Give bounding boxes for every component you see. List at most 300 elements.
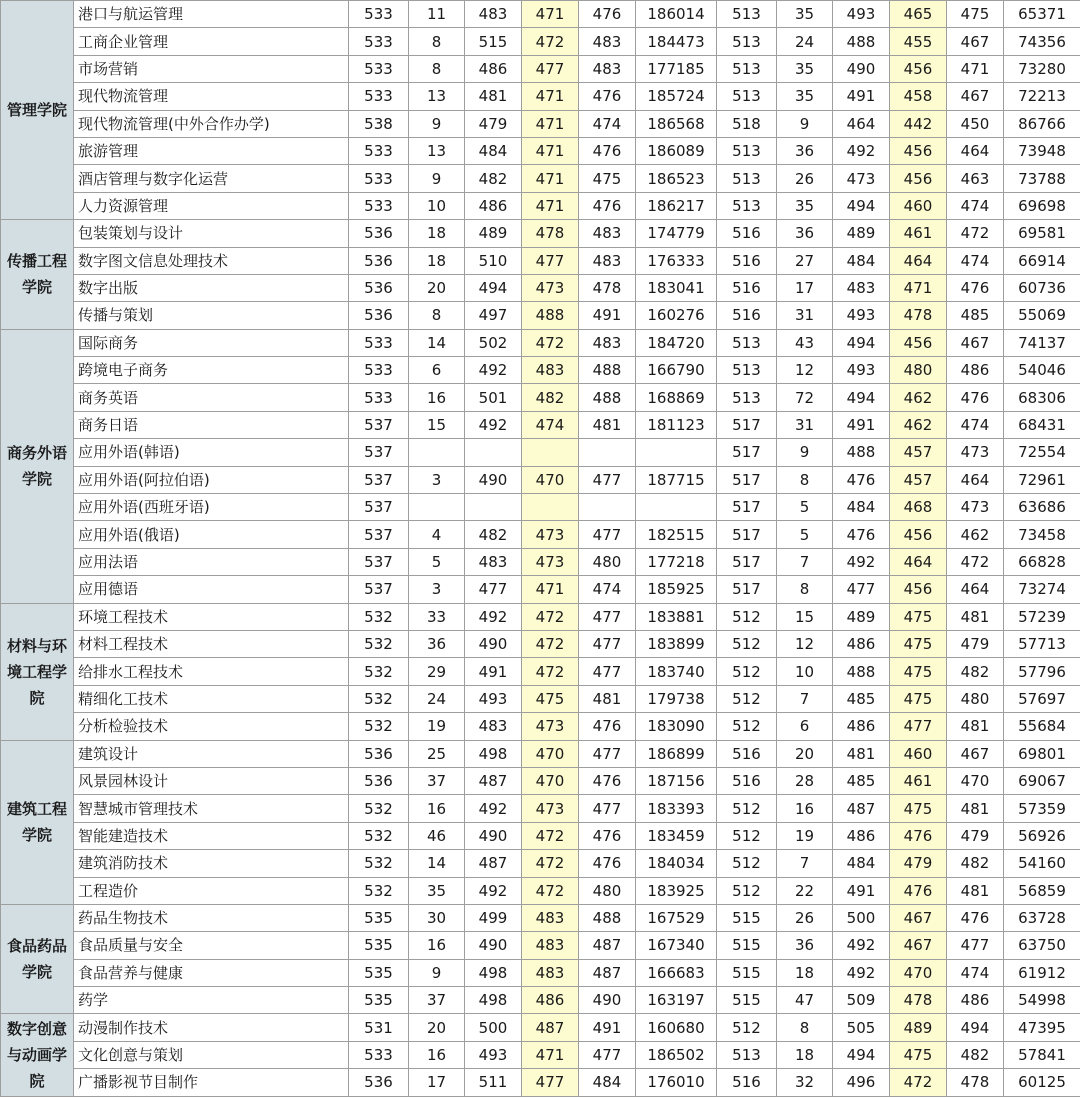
table-row — [1, 959, 1080, 986]
wen-avg-score-cell: 477 — [579, 1041, 636, 1068]
major-name-cell: 跨境电子商务 — [74, 357, 349, 384]
li-max-score-cell: 496 — [833, 1069, 890, 1096]
major-name-cell: 动漫制作技术 — [74, 1014, 349, 1041]
li-min-rank-cell: 86766 — [1004, 110, 1080, 137]
wen-max-score-cell: 486 — [465, 55, 522, 82]
wen-avg-score-cell: 480 — [579, 877, 636, 904]
wen-min-score-cell: 472 — [522, 603, 579, 630]
table-row — [1, 357, 1080, 384]
li-batch-line-cell: 513 — [717, 55, 777, 82]
wen-admitted-count-cell — [409, 494, 465, 521]
wen-avg-score-cell: 474 — [579, 110, 636, 137]
wen-min-score-cell: 483 — [522, 904, 579, 931]
li-min-rank-cell: 57713 — [1004, 630, 1080, 657]
li-min-score-cell: 475 — [890, 685, 947, 712]
li-batch-line-cell: 513 — [717, 137, 777, 164]
wen-avg-score-cell: 481 — [579, 685, 636, 712]
wen-min-rank-cell: 176333 — [636, 247, 717, 274]
wen-admitted-count-cell: 9 — [409, 165, 465, 192]
li-max-score-cell: 484 — [833, 850, 890, 877]
wen-batch-line-cell: 535 — [349, 932, 409, 959]
li-avg-score-cell: 476 — [947, 274, 1004, 301]
li-min-score-cell: 478 — [890, 302, 947, 329]
table-row — [1, 850, 1080, 877]
li-max-score-cell: 490 — [833, 55, 890, 82]
table-row — [1, 247, 1080, 274]
wen-avg-score-cell: 488 — [579, 384, 636, 411]
li-admitted-count-cell: 26 — [777, 904, 833, 931]
wen-min-rank-cell: 183925 — [636, 877, 717, 904]
li-avg-score-cell: 463 — [947, 165, 1004, 192]
li-avg-score-cell: 482 — [947, 850, 1004, 877]
li-min-score-cell: 475 — [890, 630, 947, 657]
li-avg-score-cell: 481 — [947, 713, 1004, 740]
li-min-score-cell: 458 — [890, 83, 947, 110]
wen-max-score-cell: 484 — [465, 137, 522, 164]
wen-batch-line-cell: 537 — [349, 411, 409, 438]
li-min-rank-cell: 57239 — [1004, 603, 1080, 630]
wen-avg-score-cell: 476 — [579, 192, 636, 219]
wen-max-score-cell: 481 — [465, 83, 522, 110]
li-max-score-cell: 488 — [833, 28, 890, 55]
li-batch-line-cell: 513 — [717, 165, 777, 192]
wen-min-score-cell: 471 — [522, 192, 579, 219]
li-avg-score-cell: 470 — [947, 767, 1004, 794]
wen-min-score-cell: 483 — [522, 959, 579, 986]
li-min-score-cell: 462 — [890, 411, 947, 438]
wen-min-score-cell: 472 — [522, 329, 579, 356]
major-name-cell: 建筑设计 — [74, 740, 349, 767]
wen-batch-line-cell: 532 — [349, 795, 409, 822]
wen-min-rank-cell: 184034 — [636, 850, 717, 877]
li-admitted-count-cell: 17 — [777, 274, 833, 301]
li-admitted-count-cell: 20 — [777, 740, 833, 767]
li-batch-line-cell: 512 — [717, 822, 777, 849]
wen-max-score-cell: 492 — [465, 795, 522, 822]
li-min-score-cell: 476 — [890, 822, 947, 849]
wen-avg-score-cell: 476 — [579, 822, 636, 849]
li-min-rank-cell: 56926 — [1004, 822, 1080, 849]
li-batch-line-cell: 513 — [717, 192, 777, 219]
li-avg-score-cell: 475 — [947, 1, 1004, 28]
li-min-score-cell: 461 — [890, 767, 947, 794]
li-max-score-cell: 492 — [833, 548, 890, 575]
li-min-score-cell: 456 — [890, 55, 947, 82]
li-min-score-cell: 470 — [890, 959, 947, 986]
wen-batch-line-cell: 533 — [349, 28, 409, 55]
li-min-score-cell: 477 — [890, 713, 947, 740]
wen-min-rank-cell: 186502 — [636, 1041, 717, 1068]
li-admitted-count-cell: 36 — [777, 137, 833, 164]
li-min-score-cell: 480 — [890, 357, 947, 384]
li-max-score-cell: 509 — [833, 987, 890, 1014]
wen-min-rank-cell: 167340 — [636, 932, 717, 959]
wen-avg-score-cell: 488 — [579, 904, 636, 931]
wen-min-score-cell: 471 — [522, 1, 579, 28]
major-name-cell: 给排水工程技术 — [74, 658, 349, 685]
wen-max-score-cell: 499 — [465, 904, 522, 931]
li-max-score-cell: 492 — [833, 932, 890, 959]
li-batch-line-cell: 516 — [717, 302, 777, 329]
li-min-rank-cell: 55069 — [1004, 302, 1080, 329]
wen-avg-score-cell: 481 — [579, 411, 636, 438]
wen-avg-score-cell: 490 — [579, 987, 636, 1014]
li-min-rank-cell: 68431 — [1004, 411, 1080, 438]
li-min-score-cell: 475 — [890, 658, 947, 685]
li-avg-score-cell: 476 — [947, 384, 1004, 411]
li-max-score-cell: 494 — [833, 384, 890, 411]
wen-admitted-count-cell: 36 — [409, 630, 465, 657]
li-min-score-cell: 457 — [890, 466, 947, 493]
college-name-cell: 商务外语学院 — [1, 329, 74, 603]
wen-max-score-cell: 498 — [465, 987, 522, 1014]
li-min-score-cell: 472 — [890, 1069, 947, 1096]
li-max-score-cell: 489 — [833, 603, 890, 630]
table-row — [1, 576, 1080, 603]
li-min-score-cell: 475 — [890, 1041, 947, 1068]
major-name-cell: 应用德语 — [74, 576, 349, 603]
li-min-score-cell: 479 — [890, 850, 947, 877]
wen-avg-score-cell: 480 — [579, 548, 636, 575]
table-row — [1, 603, 1080, 630]
li-max-score-cell: 493 — [833, 302, 890, 329]
wen-avg-score-cell: 483 — [579, 247, 636, 274]
wen-min-rank-cell: 185925 — [636, 576, 717, 603]
wen-admitted-count-cell: 37 — [409, 767, 465, 794]
wen-avg-score-cell: 491 — [579, 1014, 636, 1041]
li-admitted-count-cell: 5 — [777, 521, 833, 548]
wen-avg-score-cell — [579, 439, 636, 466]
li-min-rank-cell: 72213 — [1004, 83, 1080, 110]
wen-max-score-cell: 487 — [465, 850, 522, 877]
li-max-score-cell: 476 — [833, 466, 890, 493]
wen-min-rank-cell: 186089 — [636, 137, 717, 164]
major-name-cell: 广播影视节目制作 — [74, 1069, 349, 1096]
li-admitted-count-cell: 7 — [777, 685, 833, 712]
li-admitted-count-cell: 43 — [777, 329, 833, 356]
li-min-rank-cell: 57697 — [1004, 685, 1080, 712]
li-min-rank-cell: 60125 — [1004, 1069, 1080, 1096]
wen-batch-line-cell: 537 — [349, 548, 409, 575]
li-avg-score-cell: 467 — [947, 28, 1004, 55]
wen-min-rank-cell: 186014 — [636, 1, 717, 28]
li-batch-line-cell: 518 — [717, 110, 777, 137]
wen-admitted-count-cell: 18 — [409, 220, 465, 247]
table-row — [1, 767, 1080, 794]
wen-batch-line-cell: 536 — [349, 220, 409, 247]
li-batch-line-cell: 516 — [717, 274, 777, 301]
wen-batch-line-cell: 532 — [349, 685, 409, 712]
li-batch-line-cell: 515 — [717, 959, 777, 986]
wen-batch-line-cell: 533 — [349, 384, 409, 411]
table-row — [1, 55, 1080, 82]
major-name-cell: 分析检验技术 — [74, 713, 349, 740]
wen-max-score-cell: 486 — [465, 192, 522, 219]
wen-admitted-count-cell: 13 — [409, 83, 465, 110]
wen-admitted-count-cell: 3 — [409, 466, 465, 493]
wen-min-rank-cell: 160680 — [636, 1014, 717, 1041]
wen-min-score-cell: 482 — [522, 384, 579, 411]
li-min-rank-cell: 73948 — [1004, 137, 1080, 164]
wen-min-score-cell — [522, 494, 579, 521]
major-name-cell: 应用外语(阿拉伯语) — [74, 466, 349, 493]
li-avg-score-cell: 471 — [947, 55, 1004, 82]
wen-min-rank-cell: 183740 — [636, 658, 717, 685]
wen-admitted-count-cell: 5 — [409, 548, 465, 575]
li-max-score-cell: 476 — [833, 521, 890, 548]
wen-batch-line-cell: 533 — [349, 83, 409, 110]
li-batch-line-cell: 515 — [717, 904, 777, 931]
wen-admitted-count-cell: 18 — [409, 247, 465, 274]
li-batch-line-cell: 517 — [717, 521, 777, 548]
li-avg-score-cell: 481 — [947, 795, 1004, 822]
wen-min-score-cell: 472 — [522, 658, 579, 685]
wen-min-score-cell: 472 — [522, 850, 579, 877]
wen-admitted-count-cell: 16 — [409, 1041, 465, 1068]
li-min-rank-cell: 55684 — [1004, 713, 1080, 740]
wen-max-score-cell: 492 — [465, 357, 522, 384]
wen-avg-score-cell: 487 — [579, 959, 636, 986]
wen-min-score-cell: 472 — [522, 877, 579, 904]
wen-min-score-cell: 473 — [522, 795, 579, 822]
wen-batch-line-cell: 537 — [349, 439, 409, 466]
li-avg-score-cell: 467 — [947, 83, 1004, 110]
major-name-cell: 智能建造技术 — [74, 822, 349, 849]
table-row — [1, 329, 1080, 356]
li-admitted-count-cell: 35 — [777, 192, 833, 219]
wen-min-rank-cell: 183090 — [636, 713, 717, 740]
wen-avg-score-cell: 477 — [579, 658, 636, 685]
table-row — [1, 548, 1080, 575]
li-min-score-cell: 442 — [890, 110, 947, 137]
li-batch-line-cell: 515 — [717, 987, 777, 1014]
wen-min-rank-cell: 183881 — [636, 603, 717, 630]
wen-admitted-count-cell: 10 — [409, 192, 465, 219]
major-name-cell: 酒店管理与数字化运营 — [74, 165, 349, 192]
li-admitted-count-cell: 26 — [777, 165, 833, 192]
wen-admitted-count-cell: 3 — [409, 576, 465, 603]
wen-admitted-count-cell: 8 — [409, 302, 465, 329]
li-max-score-cell: 494 — [833, 329, 890, 356]
wen-max-score-cell: 493 — [465, 685, 522, 712]
wen-admitted-count-cell: 33 — [409, 603, 465, 630]
wen-min-rank-cell: 181123 — [636, 411, 717, 438]
wen-min-rank-cell: 186899 — [636, 740, 717, 767]
wen-batch-line-cell: 533 — [349, 137, 409, 164]
wen-min-score-cell: 471 — [522, 110, 579, 137]
li-min-rank-cell: 47395 — [1004, 1014, 1080, 1041]
li-admitted-count-cell: 6 — [777, 713, 833, 740]
wen-min-score-cell: 471 — [522, 137, 579, 164]
major-name-cell: 药品生物技术 — [74, 904, 349, 931]
li-avg-score-cell: 486 — [947, 987, 1004, 1014]
wen-min-score-cell: 488 — [522, 302, 579, 329]
li-avg-score-cell: 474 — [947, 959, 1004, 986]
wen-min-score-cell: 470 — [522, 740, 579, 767]
wen-batch-line-cell: 532 — [349, 850, 409, 877]
li-min-rank-cell: 60736 — [1004, 274, 1080, 301]
wen-avg-score-cell: 483 — [579, 329, 636, 356]
wen-min-score-cell: 472 — [522, 630, 579, 657]
table-row — [1, 932, 1080, 959]
li-avg-score-cell: 473 — [947, 439, 1004, 466]
wen-admitted-count-cell: 15 — [409, 411, 465, 438]
li-min-rank-cell: 63686 — [1004, 494, 1080, 521]
li-batch-line-cell: 516 — [717, 247, 777, 274]
table-row — [1, 494, 1080, 521]
wen-batch-line-cell: 532 — [349, 603, 409, 630]
major-name-cell: 现代物流管理(中外合作办学) — [74, 110, 349, 137]
li-batch-line-cell: 517 — [717, 439, 777, 466]
wen-min-rank-cell: 177185 — [636, 55, 717, 82]
wen-batch-line-cell: 533 — [349, 329, 409, 356]
wen-min-score-cell: 472 — [522, 822, 579, 849]
li-batch-line-cell: 517 — [717, 466, 777, 493]
li-batch-line-cell: 512 — [717, 685, 777, 712]
table-row — [1, 274, 1080, 301]
wen-max-score-cell: 477 — [465, 576, 522, 603]
li-min-score-cell: 471 — [890, 274, 947, 301]
wen-min-rank-cell: 166683 — [636, 959, 717, 986]
wen-min-score-cell: 477 — [522, 247, 579, 274]
li-admitted-count-cell: 47 — [777, 987, 833, 1014]
li-avg-score-cell: 467 — [947, 740, 1004, 767]
wen-avg-score-cell: 491 — [579, 302, 636, 329]
li-min-rank-cell: 65371 — [1004, 1, 1080, 28]
wen-min-rank-cell: 177218 — [636, 548, 717, 575]
li-max-score-cell: 484 — [833, 247, 890, 274]
wen-min-rank-cell: 176010 — [636, 1069, 717, 1096]
li-max-score-cell: 464 — [833, 110, 890, 137]
li-avg-score-cell: 474 — [947, 411, 1004, 438]
major-name-cell: 包装策划与设计 — [74, 220, 349, 247]
li-admitted-count-cell: 35 — [777, 1, 833, 28]
wen-min-rank-cell — [636, 439, 717, 466]
table-row — [1, 987, 1080, 1014]
wen-batch-line-cell: 532 — [349, 658, 409, 685]
li-avg-score-cell: 476 — [947, 904, 1004, 931]
wen-min-rank-cell: 167529 — [636, 904, 717, 931]
table-row — [1, 466, 1080, 493]
wen-min-rank-cell: 182515 — [636, 521, 717, 548]
li-admitted-count-cell: 9 — [777, 439, 833, 466]
li-min-rank-cell: 57359 — [1004, 795, 1080, 822]
wen-min-score-cell: 473 — [522, 521, 579, 548]
wen-avg-score-cell: 475 — [579, 165, 636, 192]
li-avg-score-cell: 481 — [947, 603, 1004, 630]
li-max-score-cell: 489 — [833, 220, 890, 247]
table-row — [1, 713, 1080, 740]
wen-max-score-cell: 483 — [465, 548, 522, 575]
li-admitted-count-cell: 15 — [777, 603, 833, 630]
wen-max-score-cell: 515 — [465, 28, 522, 55]
major-name-cell: 数字图文信息处理技术 — [74, 247, 349, 274]
wen-max-score-cell: 497 — [465, 302, 522, 329]
li-min-rank-cell: 74137 — [1004, 329, 1080, 356]
wen-max-score-cell: 489 — [465, 220, 522, 247]
li-batch-line-cell: 512 — [717, 1014, 777, 1041]
li-admitted-count-cell: 28 — [777, 767, 833, 794]
li-admitted-count-cell: 12 — [777, 357, 833, 384]
wen-min-rank-cell: 160276 — [636, 302, 717, 329]
li-admitted-count-cell: 32 — [777, 1069, 833, 1096]
wen-max-score-cell: 500 — [465, 1014, 522, 1041]
li-batch-line-cell: 515 — [717, 932, 777, 959]
li-batch-line-cell: 517 — [717, 494, 777, 521]
wen-min-score-cell: 483 — [522, 932, 579, 959]
li-avg-score-cell: 482 — [947, 658, 1004, 685]
wen-min-rank-cell — [636, 494, 717, 521]
wen-avg-score-cell: 483 — [579, 55, 636, 82]
wen-admitted-count-cell: 17 — [409, 1069, 465, 1096]
wen-min-score-cell: 473 — [522, 713, 579, 740]
wen-admitted-count-cell: 14 — [409, 329, 465, 356]
wen-max-score-cell: 502 — [465, 329, 522, 356]
li-admitted-count-cell: 27 — [777, 247, 833, 274]
wen-max-score-cell: 482 — [465, 165, 522, 192]
college-name-cell: 传播工程学院 — [1, 220, 74, 330]
wen-admitted-count-cell: 25 — [409, 740, 465, 767]
wen-min-rank-cell: 184473 — [636, 28, 717, 55]
li-admitted-count-cell: 7 — [777, 548, 833, 575]
wen-batch-line-cell: 535 — [349, 959, 409, 986]
li-avg-score-cell: 450 — [947, 110, 1004, 137]
wen-min-rank-cell: 183041 — [636, 274, 717, 301]
major-name-cell: 应用法语 — [74, 548, 349, 575]
wen-admitted-count-cell: 14 — [409, 850, 465, 877]
wen-batch-line-cell: 537 — [349, 494, 409, 521]
li-max-score-cell: 488 — [833, 439, 890, 466]
wen-avg-score-cell: 476 — [579, 1, 636, 28]
li-max-score-cell: 486 — [833, 630, 890, 657]
li-admitted-count-cell: 72 — [777, 384, 833, 411]
major-name-cell: 现代物流管理 — [74, 83, 349, 110]
wen-min-score-cell: 473 — [522, 548, 579, 575]
li-admitted-count-cell: 31 — [777, 411, 833, 438]
li-batch-line-cell: 516 — [717, 740, 777, 767]
li-max-score-cell: 485 — [833, 685, 890, 712]
wen-min-rank-cell: 186523 — [636, 165, 717, 192]
wen-admitted-count-cell: 8 — [409, 28, 465, 55]
li-batch-line-cell: 513 — [717, 28, 777, 55]
wen-admitted-count-cell: 35 — [409, 877, 465, 904]
wen-min-rank-cell: 166790 — [636, 357, 717, 384]
li-min-score-cell: 478 — [890, 987, 947, 1014]
li-min-score-cell: 460 — [890, 740, 947, 767]
li-max-score-cell: 486 — [833, 822, 890, 849]
li-avg-score-cell: 464 — [947, 137, 1004, 164]
li-batch-line-cell: 512 — [717, 630, 777, 657]
li-min-rank-cell: 63728 — [1004, 904, 1080, 931]
wen-min-rank-cell: 186568 — [636, 110, 717, 137]
wen-batch-line-cell: 533 — [349, 165, 409, 192]
wen-min-rank-cell: 183899 — [636, 630, 717, 657]
li-max-score-cell: 500 — [833, 904, 890, 931]
li-max-score-cell: 492 — [833, 137, 890, 164]
li-admitted-count-cell: 10 — [777, 658, 833, 685]
li-min-rank-cell: 69698 — [1004, 192, 1080, 219]
wen-avg-score-cell: 477 — [579, 521, 636, 548]
wen-batch-line-cell: 538 — [349, 110, 409, 137]
li-min-score-cell: 456 — [890, 165, 947, 192]
wen-batch-line-cell: 533 — [349, 1, 409, 28]
li-batch-line-cell: 512 — [717, 795, 777, 822]
li-min-rank-cell: 61912 — [1004, 959, 1080, 986]
wen-batch-line-cell: 533 — [349, 1041, 409, 1068]
li-avg-score-cell: 474 — [947, 192, 1004, 219]
li-admitted-count-cell: 8 — [777, 576, 833, 603]
table-row — [1, 192, 1080, 219]
